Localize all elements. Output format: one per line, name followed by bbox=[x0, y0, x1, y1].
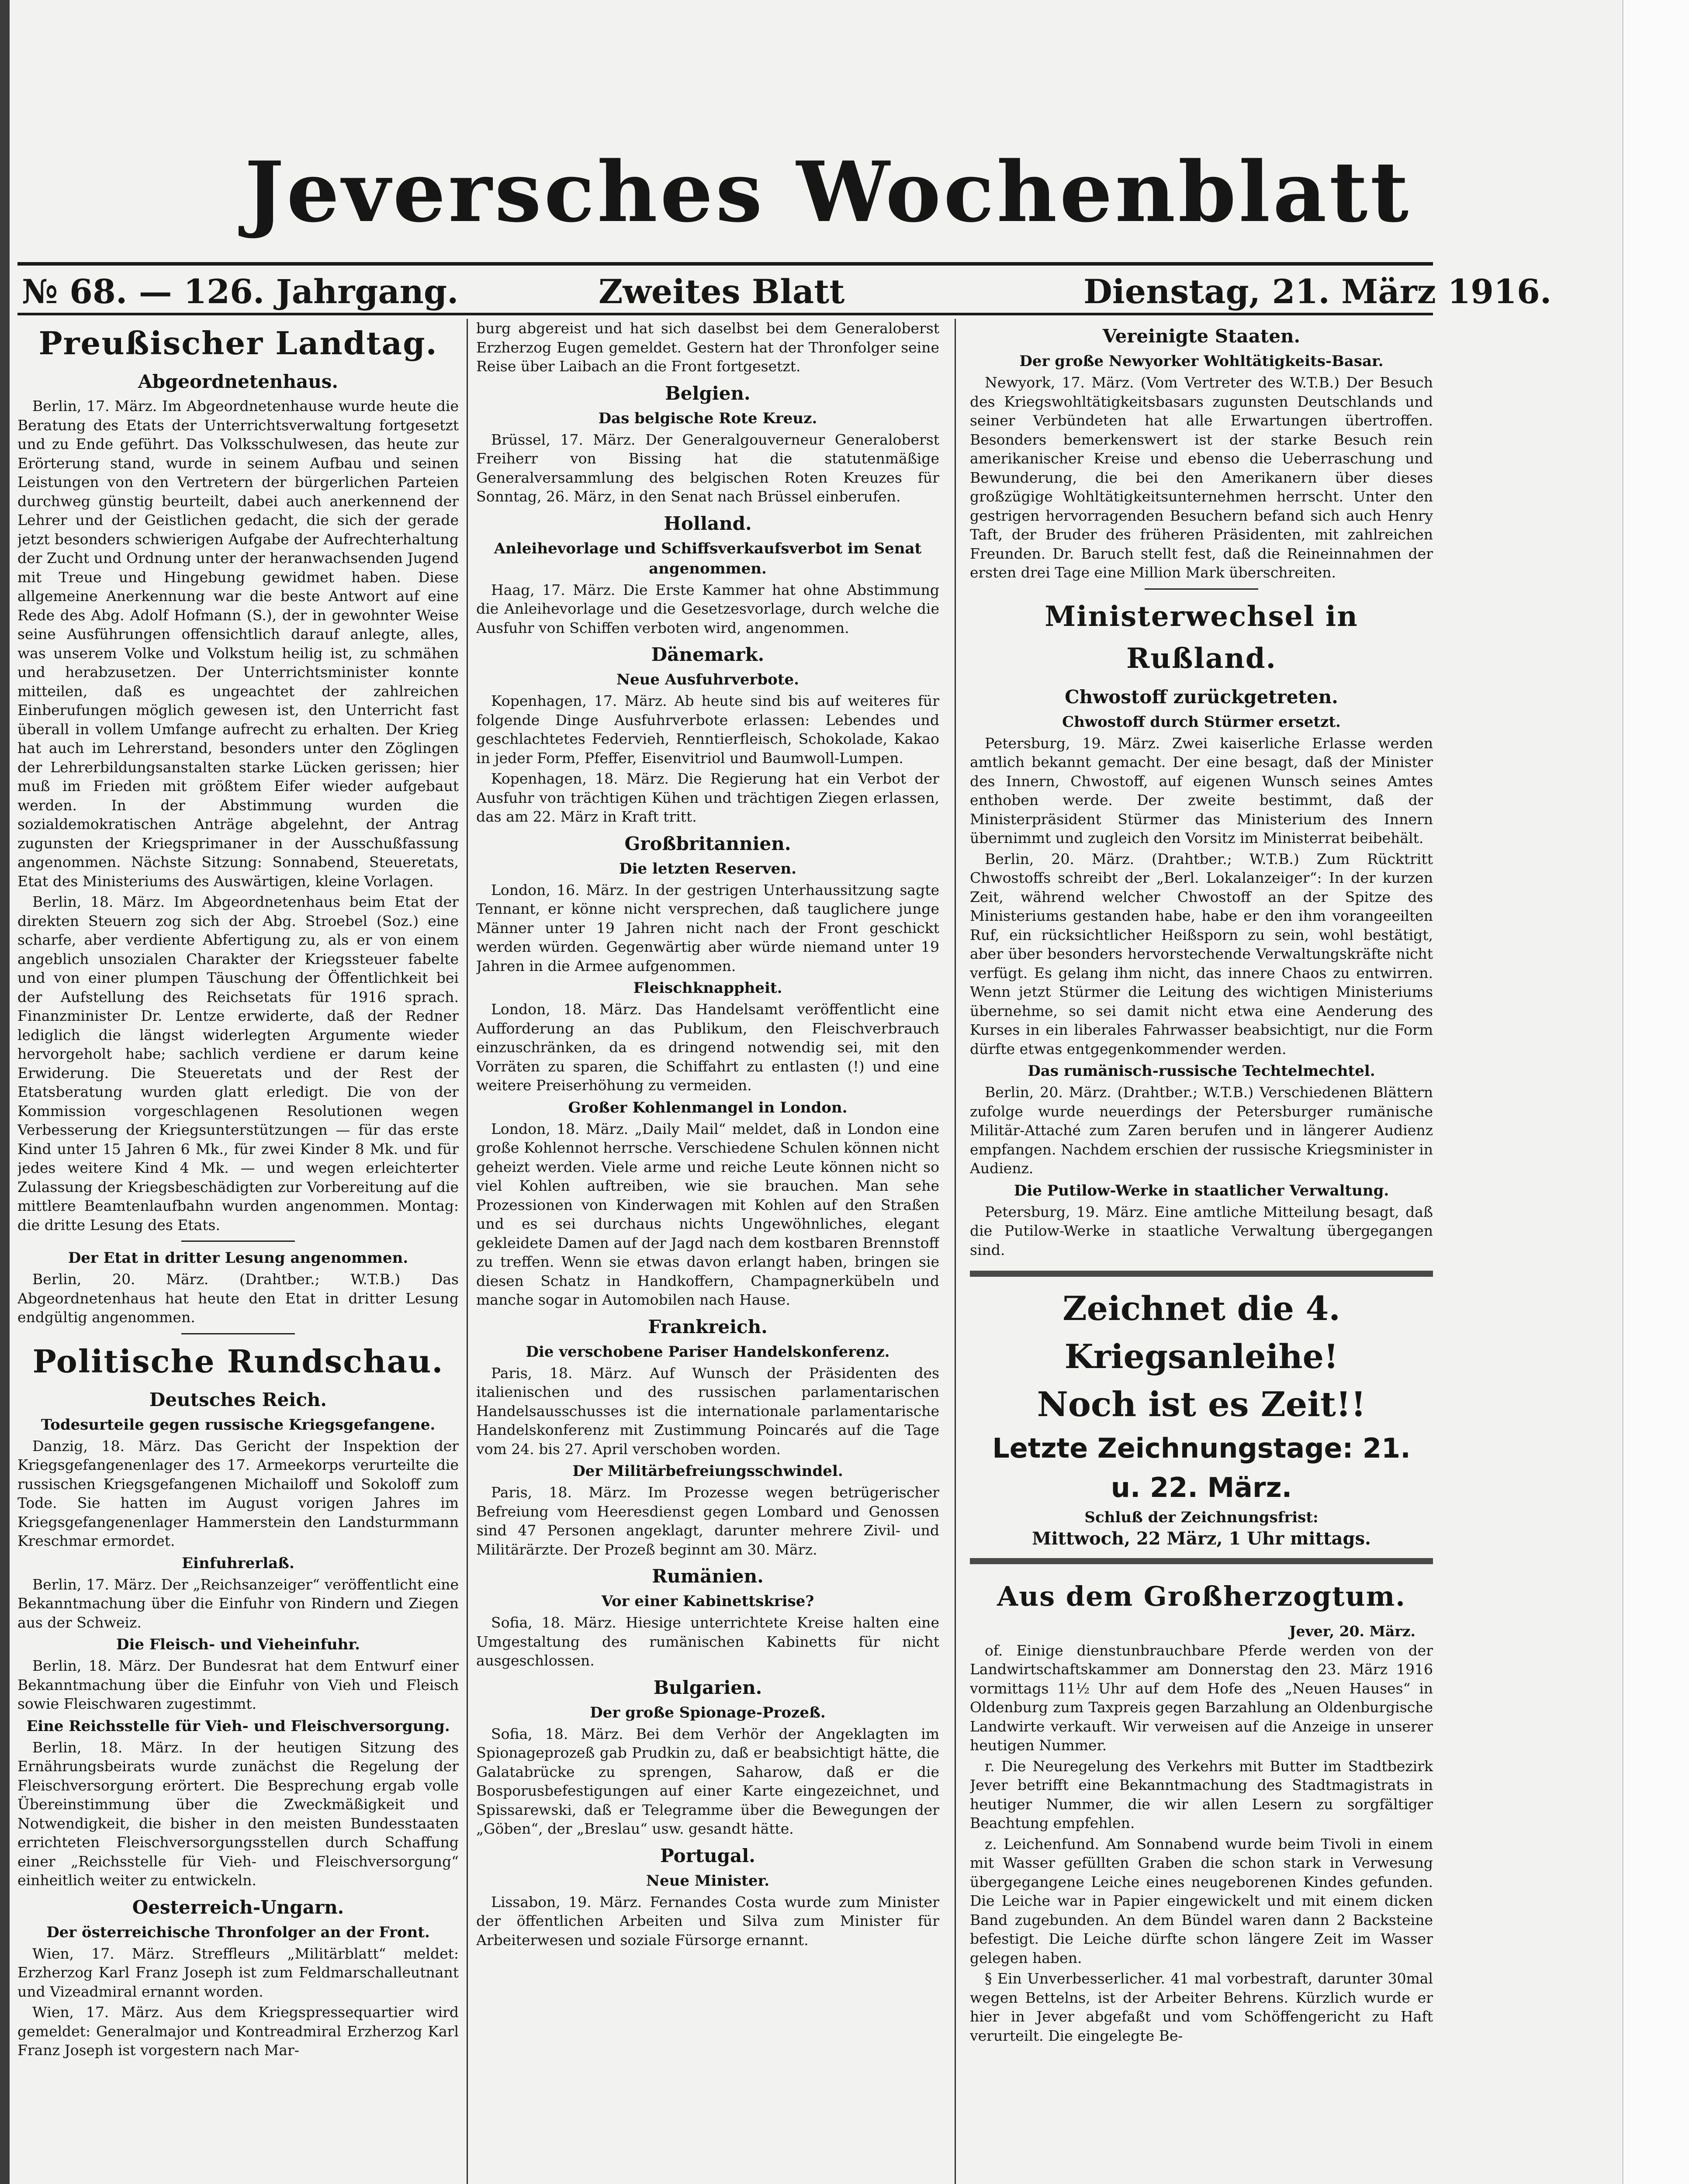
subheadline: Der Etat in dritter Lesung angenommen. bbox=[68, 1249, 408, 1267]
article-paragraph: Sofia, 18. März. Hiesige unterrichtete Kreise halten eine Umgestaltung des rumänischen Kabinetts für nicht ausgeschlossen. bbox=[476, 1614, 939, 1669]
article-paragraph: London, 18. März. „Daily Mail“ meldet, daß in London eine große Kohlennot herrsche. Verschiedene Schulen können nicht geheizt werden. Viele arme und reiche Leute können nicht so viel Kohlen auftreiben, wie sie brauchen. Man sehe Prozessionen von Kinderwagen mit Kohlen auf den Straßen und es sei durchaus nichts Ungewöhnliches, elegant gekleidete Damen auf der Jagd nach dem kostbaren Brennstoff zu treffen. Wenn sie etwas davon erlangt haben, bringen sie diesen Schatz in Handkoffern, Champagnerkübeln und manche sogar in Automobilen nach Hause. bbox=[476, 1120, 939, 1308]
ad-dates: Letzte Zeichnungstage: 21. u. 22. März. bbox=[992, 1432, 1411, 1503]
article-paragraph: Kopenhagen, 18. März. Die Regierung hat ein Verbot der Ausfuhr von trächtigen Kühen und trächtigen Ziegen erlassen, das am 22. März in Kraft tritt. bbox=[476, 770, 939, 825]
column-2 bbox=[476, 319, 939, 2184]
article-paragraph: Berlin, 18. März. Im Abgeordnetenhaus beim Etat der direkten Steuern zog sich der Abg. Stroebel (Soz.) eine scharfe, aber verdiente Abfertigung zu, als er von einem angeblich unsozialen Charakter der Kriegssteuer fabelte und von einer plumpen Täuschung der Öffentlichkeit bei der Aufstellung des Reichsetats für 1916 sprach. Finanzminister Dr. Lentze erwiderte, daß der Redner lediglich die längst widerlegten Argumente wieder hervorgeholt habe; sachlich verdiene er darum keine Erwiderung. Die Steueretats und der Rest der Etatsberatung wurden glatt erledigt. Die von der Kommission vorgeschlagenen Resolutionen wegen Verbesserung der Kriegsunterstützungen — für das erste Kind unter 15 Jahren 6 Mk., für zwei Kinder 8 Mk. und für jedes weitere Kind 4 Mk. — und wegen erleichterter Zulassung der Kriegsbeschädigten zur Vorbereitung auf die mittlere Beamtenlaufbahn wurden angenommen. Montag: die dritte Lesung des Etats. bbox=[17, 893, 459, 1234]
subheadline: Die verschobene Pariser Handelskonferenz. bbox=[526, 1343, 890, 1361]
article-paragraph: Brüssel, 17. März. Der Generalgouverneur Generaloberst Freiherr von Bissing hat die statutenmäßige Generalversammlung des belgischen Roten Kreuzes für Sonntag, 26. März, in den Senat nach Brüssel einberufen. bbox=[476, 431, 939, 505]
column-divider-1 bbox=[467, 319, 468, 2184]
article-paragraph: Wien, 17. März. Aus dem Kriegspressequartier wird gemeldet: Generalmajor und Kontreadmiral Erzherzog Karl Franz Joseph ist vorgestern nach Mar- bbox=[17, 2004, 459, 2059]
article-paragraph: Sofia, 18. März. Bei dem Verhör der Angeklagten im Spionageprozeß gab Prudkin zu, daß er beabsichtigt hätte, die Galatabrücke zu sprengen, Saharow, daß er die Bosporusbefestigungen auf einer Karte eingezeichnet, und Spissarewski, daß er Telegramme über die Bewegungen der „Göben“, der „Breslau“ usw. gesandt hätte. bbox=[476, 1725, 939, 1837]
subheadline: Großer Kohlenmangel in London. bbox=[568, 1099, 848, 1116]
article-paragraph: burg abgereist und hat sich daselbst bei dem Generaloberst Erzherzog Eugen gemeldet. Gestern hat der Thronfolger seine Reise über Laibach an die Front fortgesetzt. bbox=[476, 320, 939, 375]
war-bond-advertisement bbox=[970, 1271, 1433, 1564]
subheadline: Vor einer Kabinettskrise? bbox=[601, 1593, 814, 1610]
article-paragraph: Kopenhagen, 17. März. Ab heute sind bis auf weiteres für folgende Dinge Ausfuhrverbote erlassen: Lebendes und geschlachtetes Federvieh, Renntierfleisch, Schokolade, Kakao in jeder Form, Pfeffer, Eisenvitriol und Baumwoll-Lumpen. bbox=[476, 692, 939, 767]
subheadline: Einfuhrerlaß. bbox=[182, 1554, 294, 1572]
article-paragraph: Berlin, 17. März. Der „Reichsanzeiger“ veröffentlicht eine Bekanntmachung über die Einfuhr von Rindern und Ziegen aus der Schweiz. bbox=[17, 1576, 459, 1631]
scan-edge-left bbox=[0, 0, 10, 2184]
subheadline: Abgeordnetenhaus. bbox=[138, 371, 339, 392]
subheadline: Vereinigte Staaten. bbox=[1102, 325, 1301, 347]
subheadline: Die Putilow-Werke in staatlicher Verwaltung. bbox=[1014, 1182, 1389, 1199]
subheadline: Neue Minister. bbox=[646, 1872, 770, 1890]
article-paragraph: Lissabon, 19. März. Fernandes Costa wurde zum Minister der öffentlichen Arbeiten und Silva zum Minister für Arbeiterwesen und soziale Fürsorge ernannt. bbox=[476, 1893, 939, 1949]
divider bbox=[181, 1241, 295, 1242]
article-paragraph: Newyork, 17. März. (Vom Vertreter des W.T.B.) Der Besuch des Kriegswohltätigkeitsbasars zugunsten Deutschlands und seiner Verbündeten hat alle Erwartungen übertroffen. Besonders bemerkenswert ist der starke Besuch rein amerikanischer Kreise und ebenso die Ueberraschung und Bewunderung, die bei den Amerikanern über dieses großzügige Wohltätigkeitsunternehmen herrscht. Unter den gestrigen hervorragenden Besuchern befand sich auch Henry Taft, der Bruder des früheren Präsidenten, mit zahlreichen Freunden. Dr. Baruch stellt fest, daß die Reineinnahmen der ersten drei Tage eine Million Mark überschreiten. bbox=[970, 374, 1433, 581]
article-paragraph: r. Die Neuregelung des Verkehrs mit Butter im Stadtbezirk Jever betrifft eine Bekanntmachung des Stadtmagistrats in heutiger Nummer, die wir allen Lesern zu sorgfältiger Beachtung empfehlen. bbox=[970, 1757, 1433, 1832]
subheadline: Neue Ausfuhrverbote. bbox=[616, 671, 800, 688]
subheadline: Frankreich. bbox=[648, 1316, 768, 1337]
article-paragraph: Petersburg, 19. März. Zwei kaiserliche Erlasse werden amtlich bekannt gemacht. Der eine besagt, daß der Minister des Innern, Chwostoff, auf eigenen Wunsch seines Amtes enthoben werde. Der zweite bestimmt, daß der Ministerpräsident Stürmer das Ministerium des Innern übernimmt und zugleich den Vorsitz im Ministerrat beibehält. bbox=[970, 734, 1433, 847]
subheadline: Der große Newyorker Wohltätigkeits-Basar. bbox=[1019, 352, 1384, 370]
subheadline: Holland. bbox=[664, 512, 752, 534]
article-paragraph: London, 18. März. Das Handelsamt veröffentlicht eine Aufforderung an das Publikum, den Fleischverbrauch einzuschränken, da es dringend notwendig sei, mit den Vorräten zu sparen, die Schiffahrt zu entlasten (!) und eine weitere Preiserhöhung zu vermeiden. bbox=[476, 1001, 939, 1094]
article-paragraph: Petersburg, 19. März. Eine amtliche Mitteilung besagt, daß die Putilow-Werke in staatliche Verwaltung übergegangen sind. bbox=[970, 1203, 1433, 1258]
subheadline: Der Militärbefreiungsschwindel. bbox=[572, 1462, 843, 1480]
article-paragraph: London, 16. März. In der gestrigen Unterhaussitzung sagte Tennant, er könne nicht versprechen, daß tauglichere junge Männer unter 19 Jahren nicht nach der Front geschickt werden würden. Gegenwärtig aber würde niemand unter 19 Jahren in die Armee aufgenommen. bbox=[476, 881, 939, 975]
subheadline: Oesterreich-Ungarn. bbox=[132, 1896, 344, 1918]
article-paragraph: Paris, 18. März. Im Prozesse wegen betrügerischer Befreiung vom Heeresdienst gegen Lombard und Genossen sind 47 Personen angeklagt, darunter mehrere Zivil- und Militärärzte. Der Prozeß beginnt am 30. März. bbox=[476, 1484, 939, 1558]
subheadline: Eine Reichsstelle für Vieh- und Fleischversorgung. bbox=[26, 1717, 450, 1735]
subheadline: Belgien. bbox=[665, 382, 751, 404]
article-paragraph: Berlin, 17. März. Im Abgeordnetenhause wurde heute die Beratung des Etats der Unterrichtsverwaltung fortgesetzt und zu Ende geführt. Das Volksschulwesen, das heute zur Erörterung stand, wurde in seinem Aufbau und seinen Leistungen von den Vertretern der bürgerlichen Parteien durchweg günstig beurteilt, dabei auch anerkennend der Lehrer und der Geistlichen gedacht, die sich der gerade jetzt besonders schwierigen Aufgabe der Aufrechterhaltung der Zucht und Ordnung unter der heranwachsenden Jugend mit Treue und Hingebung gewidmet haben. Diese allgemeine Anerkennung war die beste Antwort auf eine Rede des Abg. Adolf Hofmann (S.), der in gewohnter Weise seine Ausführungen offensichtlich darauf anlegte, alles, was unserem Volke und Volkstum heilig ist, zu schmähen und herabzusetzen. Der Unterrichtsminister konnte mitteilen, daß es ungeachtet der zahlreichen Einberufungen möglich gewesen ist, den Unterricht fast überall in vollem Umfange aufrecht zu erhalten. Der Krieg hat auch im Lehrerstand, besonders unter den Zöglingen der Lehrerbildungsanstalten starke Lücken gerissen; hier muß im Frieden mit größtem Eifer wieder aufgebaut werden. In der Abstimmung wurden die sozialdemokratischen Anträge abgelehnt, der Antrag zugunsten der Kriegsprimaner in der Ausschußfassung angenommen. Nächste Sitzung: Sonnabend, Steueretats, Etat des Ministeriums des Auswärtigen, kleine Vorlagen. bbox=[17, 397, 459, 890]
header-rule-top bbox=[17, 262, 1433, 266]
column-divider-2 bbox=[955, 319, 956, 2184]
ad-deadline: Mittwoch, 22 März, 1 Uhr mittags. bbox=[1032, 1528, 1371, 1549]
article-paragraph: Berlin, 20. März. (Drahtber.; W.T.B.) Verschiedenen Blättern zufolge wurde neuerdings der Petersburger rumänische Militär-Attaché zum Zaren berufen und in längerer Audienz empfangen. Nachdem erschien der russische Kriegsminister in Audienz. bbox=[970, 1084, 1433, 1177]
header-rule-bottom bbox=[17, 313, 1433, 315]
subheadline: Bulgarien. bbox=[653, 1676, 762, 1698]
subheadline: Chwostoff durch Stürmer ersetzt. bbox=[1062, 713, 1341, 731]
section-label: Zweites Blatt bbox=[599, 272, 845, 311]
headline: Politische Rundschau. bbox=[32, 1342, 444, 1380]
column-1 bbox=[17, 319, 459, 2184]
subheadline: Das belgische Rote Kreuz. bbox=[598, 409, 817, 427]
subheadline: Todesurteile gegen russische Kriegsgefangene. bbox=[41, 1416, 436, 1434]
divider bbox=[181, 1333, 295, 1334]
issue-number: № 68. — 126. Jahrgang. bbox=[22, 272, 459, 311]
subheadline: Fleischknappheit. bbox=[633, 979, 782, 997]
article-paragraph: Berlin, 20. März. (Drahtber.; W.T.B.) Zum Rücktritt Chwostoffs schreibt der „Berl. Lokalanzeiger“: In der kurzen Zeit, während welcher Chwostoff an der Spitze des Ministeriums gestanden habe, habe er den ihm vorangeeilten Ruf, ein rücksichtlicher Heißsporn zu sein, wohl bestätigt, aber über besonders hervorstechende Verwaltungskräfte nicht verfügt. Es gelang ihm nicht, das innere Chaos zu entwirren. Wenn jetzt Stürmer die Leitung des wichtigen Ministeriums übernehme, so sei damit nicht etwa eine Aenderung des Kurses in ein liberales Fahrwasser beabsichtigt, nur die Form dürfte etwas entgegenkommender werden. bbox=[970, 850, 1433, 1057]
subheadline: Großbritannien. bbox=[624, 833, 791, 854]
scan-edge-right bbox=[1622, 0, 1689, 2184]
subheadline: Der große Spionage-Prozeß. bbox=[590, 1704, 826, 1721]
article-paragraph: Haag, 17. März. Die Erste Kammer hat ohne Abstimmung die Anleihevorlage und die Gesetzesvorlage, durch welche die Ausfuhr von Schiffen verboten wird, angenommen. bbox=[476, 581, 939, 636]
ad-headline: Zeichnet die 4. Kriegsanleihe! bbox=[1063, 1289, 1340, 1376]
subheadline: Rumänien. bbox=[652, 1565, 764, 1587]
subheadline: Das rumänisch-russische Techtelmechtel. bbox=[1028, 1062, 1375, 1080]
article-paragraph: Berlin, 18. März. In der heutigen Sitzung des Ernährungsbeirats wurde zunächst die Regelung der Fleischversorgung erörtert. Die Besprechung ergab volle Übereinstimmung über die Zweckmäßigkeit und Notwendigkeit, die bisher in den meisten Bundesstaaten errichteten Fleischversorgungsstellen durch Schaffung einer „Reichsstelle für Vieh- und Fleischversorgung“ einheitlich weiter zu entwickeln. bbox=[17, 1738, 459, 1889]
headline: Aus dem Großherzogtum. bbox=[997, 1580, 1406, 1612]
subheadline: Portugal. bbox=[660, 1845, 755, 1866]
dateline: Jever, 20. März. bbox=[1289, 1623, 1416, 1640]
article-paragraph: of. Einige dienstunbrauchbare Pferde werden von der Landwirtschaftskammer am Donnerstag den 23. März 1916 vormittags 11½ Uhr auf dem Hofe des „Neuen Hauses“ in Oldenburg zum Taxpreis gegen Barzahlung an Oldenburgische Landwirte verkauft. Wir verweisen auf die Anzeige in unserer heutigen Nummer. bbox=[970, 1641, 1433, 1754]
ad-subheadline: Noch ist es Zeit!! bbox=[1037, 1385, 1366, 1424]
subheadline: Der österreichische Thronfolger an der Front. bbox=[46, 1923, 430, 1941]
subheadline: Anleihevorlage und Schiffsverkaufsverbot im Senat angenommen. bbox=[494, 539, 922, 577]
article-paragraph: § Ein Unverbesserlicher. 41 mal vorbestraft, darunter 30mal wegen Bettelns, ist der Arbeiter Behrens. Kürzlich wurde er hier in Jever abgefaßt und vom Schöffengericht zu Haft verurteilt. Die eingelegte Be- bbox=[970, 1970, 1433, 2044]
masthead-title: Jeversches Wochenblatt bbox=[245, 143, 1412, 241]
subheadline: Dänemark. bbox=[651, 644, 765, 665]
issue-date: Dienstag, 21. März 1916. bbox=[1083, 272, 1552, 311]
subheadline: Deutsches Reich. bbox=[149, 1389, 327, 1410]
article-paragraph: Paris, 18. März. Auf Wunsch der Präsidenten des italienischen und des russischen parlamentarischen Handelsausschusses ist die internationale parlamentarische Handelskonferenz mit Zustimmung Poincarés auf die Tage vom 24. bis 27. April verschoben worden. bbox=[476, 1364, 939, 1458]
headline: Preußischer Landtag. bbox=[38, 325, 438, 362]
subheadline: Die Fleisch- und Vieheinfuhr. bbox=[116, 1636, 360, 1653]
ad-deadline-label: Schluß der Zeichnungsfrist: bbox=[1084, 1509, 1319, 1526]
subheadline: Chwostoff zurückgetreten. bbox=[1065, 686, 1338, 708]
column-3 bbox=[970, 319, 1433, 2184]
article-paragraph: z. Leichenfund. Am Sonnabend wurde beim Tivoli in einem mit Wasser gefüllten Graben die schon stark in Verwesung übergegangene Leiche eines neugeborenen Kindes gefunden. Die Leiche war in Papier eingewickelt und mit einem dicken Band zugebunden. An dem Bündel waren dann 2 Backsteine befestigt. Die Leiche dürfte schon längere Zeit im Wasser gelegen haben. bbox=[970, 1835, 1433, 1966]
divider bbox=[1145, 588, 1258, 590]
headline: Ministerwechsel in Rußland. bbox=[1045, 600, 1358, 675]
article-paragraph: Berlin, 18. März. Der Bundesrat hat dem Entwurf einer Bekanntmachung über die Einfuhr von Vieh und Fleisch sowie Fleischwaren zugestimmt. bbox=[17, 1657, 459, 1712]
article-paragraph: Berlin, 20. März. (Drahtber.; W.T.B.) Das Abgeordnetenhaus hat heute den Etat in dritter Lesung endgültig angenommen. bbox=[17, 1271, 459, 1326]
subheadline: Die letzten Reserven. bbox=[619, 860, 796, 878]
article-paragraph: Danzig, 18. März. Das Gericht der Inspektion der Kriegsgefangenenlager des 17. Armeekorps verurteilte die russischen Kriegsgefangenen Michailoff und Sokoloff zum Tode. Sie hatten im August vorigen Jahres im Kriegsgefangenenlager Hammerstein den Landsturmmann Kreschmar ermordet. bbox=[17, 1437, 459, 1549]
article-paragraph: Wien, 17. März. Streffleurs „Militärblatt“ meldet: Erzherzog Karl Franz Joseph ist zum Feldmarschalleutnant und Vizeadmiral ernannt worden. bbox=[17, 1945, 459, 2000]
